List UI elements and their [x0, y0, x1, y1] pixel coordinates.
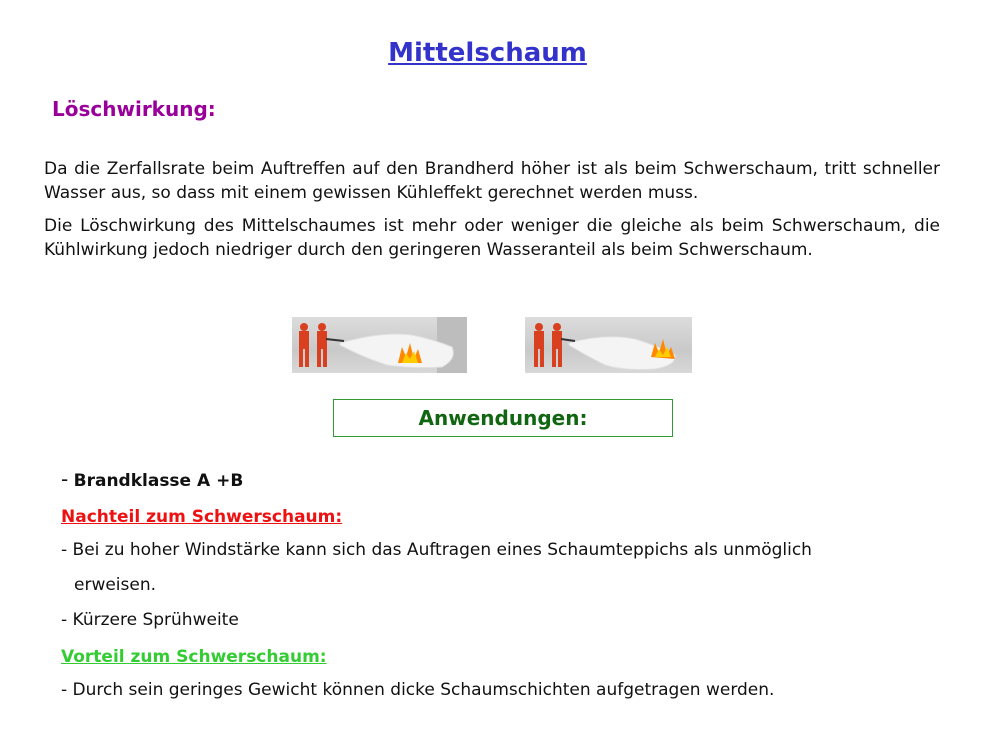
- section-heading-loeschwirkung: Löschwirkung:: [52, 97, 216, 121]
- advantage-heading: Vorteil zum Schwerschaum:: [61, 647, 327, 667]
- fire-class-text: Brandklasse A +B: [73, 471, 244, 491]
- disadvantage-item-2: - Kürzere Sprühweite: [61, 610, 239, 630]
- firefighters-foam-illustration-2: [525, 317, 692, 373]
- disadvantage-heading: Nachteil zum Schwerschaum:: [61, 507, 343, 527]
- firefighters-foam-illustration-1: [292, 317, 467, 373]
- page-title: Mittelschaum: [388, 38, 587, 68]
- paragraph-2: Die Löschwirkung des Mittelschaumes ist mehr oder weniger die gleiche als beim Schwerschaum, die Kühlwirkung jedoch niedriger durch den geringeren Wasseranteil als beim Schwerschaum.: [44, 216, 940, 260]
- paragraph-1: Da die Zerfallsrate beim Auftreffen auf den Brandherd höher ist als beim Schwerschaum, tritt schneller Wasser aus, so dass mit einem gewissen Kühleffekt gerechnet werden muss.: [44, 159, 940, 203]
- bullet-dash: -: [61, 467, 69, 491]
- advantage-item-1: - Durch sein geringes Gewicht können dicke Schaumschichten aufgetragen werden.: [61, 680, 775, 700]
- disadvantage-item-1-continued: erweisen.: [74, 575, 157, 595]
- fire-class-line: [61, 467, 243, 493]
- applications-heading: Anwendungen:: [418, 406, 588, 430]
- disadvantage-item-1: - Bei zu hoher Windstärke kann sich das Auftragen eines Schaumteppichs als unmöglich: [61, 540, 812, 560]
- applications-heading-box: [333, 399, 673, 437]
